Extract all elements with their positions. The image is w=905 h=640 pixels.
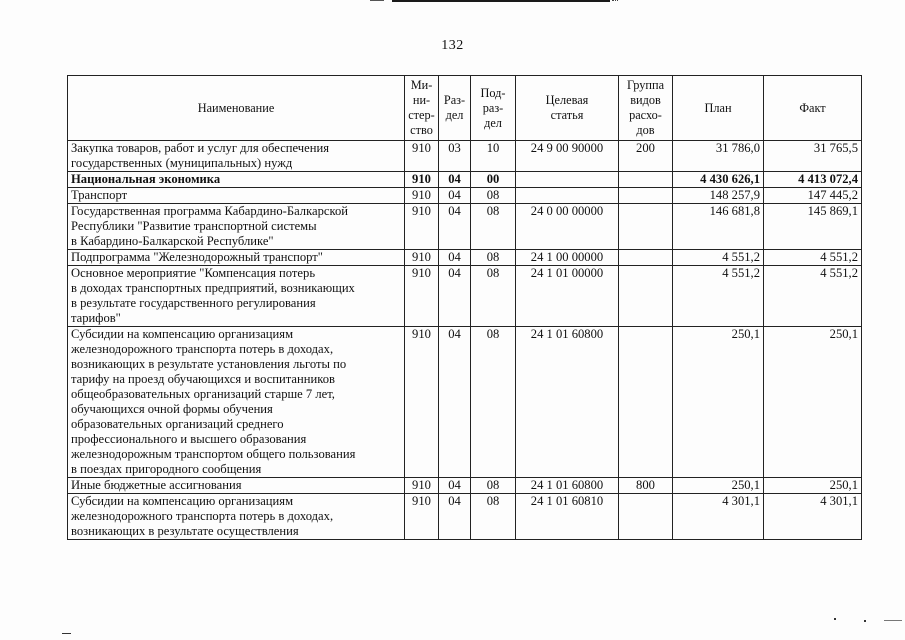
table-row bbox=[68, 204, 862, 250]
row-subsection: 08 bbox=[471, 266, 516, 327]
table-row bbox=[68, 172, 862, 188]
row-ministry: 910 bbox=[405, 478, 439, 494]
scan-artifact-dot bbox=[834, 618, 836, 620]
scan-artifact-mark bbox=[62, 633, 71, 634]
row-fact: 4 413 072,4 bbox=[764, 172, 862, 188]
table-row bbox=[68, 494, 862, 540]
row-expense-group bbox=[619, 250, 673, 266]
scan-artifact-line bbox=[392, 0, 610, 2]
scan-artifact-dots bbox=[612, 0, 618, 3]
row-subsection: 08 bbox=[471, 327, 516, 478]
row-name: Субсидии на компенсацию организациям железнодорожного транспорта потерь в доходах, возникающих в результате установления льготы по тарифу на проезд обучающихся и воспитанников общеобразовательных организаций старше 7 лет, обучающихся очной формы обучения образовательных организаций среднего профессионального и высшего образования железнодорожным транспортом общего пользования в поездах пригородного сообщения bbox=[68, 327, 405, 478]
row-name: Основное мероприятие "Компенсация потерь в доходах транспортных предприятий, возникающих в результате государственного регулирования тарифов" bbox=[68, 266, 405, 327]
header-fact: Факт bbox=[764, 76, 862, 141]
row-expense-group: 200 bbox=[619, 141, 673, 172]
table-row bbox=[68, 188, 862, 204]
row-ministry: 910 bbox=[405, 494, 439, 540]
row-plan: 250,1 bbox=[673, 478, 764, 494]
row-section: 04 bbox=[439, 494, 471, 540]
budget-table bbox=[67, 75, 862, 540]
row-section: 03 bbox=[439, 141, 471, 172]
row-fact: 250,1 bbox=[764, 327, 862, 478]
header-name: Наименование bbox=[68, 76, 405, 141]
row-subsection: 00 bbox=[471, 172, 516, 188]
row-subsection: 08 bbox=[471, 494, 516, 540]
row-fact: 145 869,1 bbox=[764, 204, 862, 250]
row-ministry: 910 bbox=[405, 204, 439, 250]
row-section: 04 bbox=[439, 266, 471, 327]
row-expense-group bbox=[619, 172, 673, 188]
row-fact: 147 445,2 bbox=[764, 188, 862, 204]
row-target-article: 24 1 01 60810 bbox=[516, 494, 619, 540]
row-name: Подпрограмма "Железнодорожный транспорт" bbox=[68, 250, 405, 266]
row-name: Национальная экономика bbox=[68, 172, 405, 188]
table-row bbox=[68, 250, 862, 266]
row-target-article: 24 1 01 60800 bbox=[516, 478, 619, 494]
row-expense-group bbox=[619, 188, 673, 204]
row-expense-group bbox=[619, 494, 673, 540]
row-target-article bbox=[516, 172, 619, 188]
row-ministry: 910 bbox=[405, 327, 439, 478]
table-row bbox=[68, 266, 862, 327]
row-subsection: 10 bbox=[471, 141, 516, 172]
row-section: 04 bbox=[439, 204, 471, 250]
row-target-article: 24 0 00 00000 bbox=[516, 204, 619, 250]
row-section: 04 bbox=[439, 188, 471, 204]
row-target-article: 24 1 01 00000 bbox=[516, 266, 619, 327]
table-header-row bbox=[68, 76, 862, 141]
row-expense-group bbox=[619, 266, 673, 327]
row-section: 04 bbox=[439, 327, 471, 478]
row-subsection: 08 bbox=[471, 250, 516, 266]
row-fact: 31 765,5 bbox=[764, 141, 862, 172]
row-subsection: 08 bbox=[471, 204, 516, 250]
row-ministry: 910 bbox=[405, 266, 439, 327]
row-expense-group bbox=[619, 204, 673, 250]
row-name: Субсидии на компенсацию организациям железнодорожного транспорта потерь в доходах, возникающих в результате осуществления bbox=[68, 494, 405, 540]
row-section: 04 bbox=[439, 250, 471, 266]
row-fact: 4 551,2 bbox=[764, 266, 862, 327]
row-name: Закупка товаров, работ и услуг для обеспечения государственных (муниципальных) нужд bbox=[68, 141, 405, 172]
row-fact: 250,1 bbox=[764, 478, 862, 494]
table-row bbox=[68, 141, 862, 172]
row-ministry: 910 bbox=[405, 250, 439, 266]
header-section: Раз- дел bbox=[439, 76, 471, 141]
row-name: Транспорт bbox=[68, 188, 405, 204]
row-fact: 4 301,1 bbox=[764, 494, 862, 540]
row-ministry: 910 bbox=[405, 188, 439, 204]
row-plan: 148 257,9 bbox=[673, 188, 764, 204]
row-plan: 4 430 626,1 bbox=[673, 172, 764, 188]
scan-artifact-dot bbox=[864, 620, 866, 622]
row-target-article: 24 9 00 90000 bbox=[516, 141, 619, 172]
row-plan: 31 786,0 bbox=[673, 141, 764, 172]
row-expense-group bbox=[619, 327, 673, 478]
row-ministry: 910 bbox=[405, 141, 439, 172]
scan-artifact-edge bbox=[884, 620, 902, 635]
row-name: Государственная программа Кабардино-Балкарской Республики "Развитие транспортной системы в Кабардино-Балкарской Республике" bbox=[68, 204, 405, 250]
header-expense-group: Группа видов расхо- дов bbox=[619, 76, 673, 141]
table-row bbox=[68, 327, 862, 478]
row-target-article: 24 1 00 00000 bbox=[516, 250, 619, 266]
row-plan: 250,1 bbox=[673, 327, 764, 478]
row-expense-group: 800 bbox=[619, 478, 673, 494]
row-ministry: 910 bbox=[405, 172, 439, 188]
table-row bbox=[68, 478, 862, 494]
row-name: Иные бюджетные ассигнования bbox=[68, 478, 405, 494]
row-plan: 4 551,2 bbox=[673, 250, 764, 266]
row-fact: 4 551,2 bbox=[764, 250, 862, 266]
row-plan: 146 681,8 bbox=[673, 204, 764, 250]
header-plan: План bbox=[673, 76, 764, 141]
row-subsection: 08 bbox=[471, 478, 516, 494]
row-target-article: 24 1 01 60800 bbox=[516, 327, 619, 478]
row-section: 04 bbox=[439, 172, 471, 188]
header-subsection: Под- раз- дел bbox=[471, 76, 516, 141]
row-section: 04 bbox=[439, 478, 471, 494]
page-number: 132 bbox=[441, 38, 464, 53]
header-ministry: Ми- ни- стер- ство bbox=[405, 76, 439, 141]
row-plan: 4 301,1 bbox=[673, 494, 764, 540]
row-target-article bbox=[516, 188, 619, 204]
header-target-article: Целевая статья bbox=[516, 76, 619, 141]
row-plan: 4 551,2 bbox=[673, 266, 764, 327]
scan-artifact-mark bbox=[370, 0, 384, 1]
row-subsection: 08 bbox=[471, 188, 516, 204]
